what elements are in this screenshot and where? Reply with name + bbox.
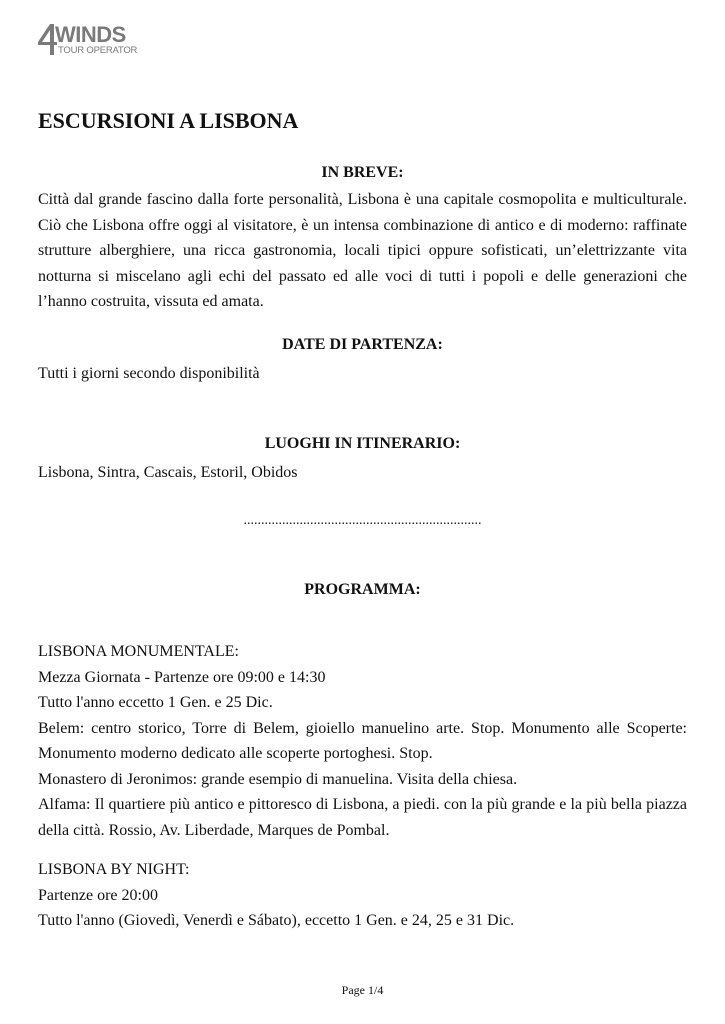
- lisbona-monumentale-belem: Belem: centro storico, Torre di Belem, gioiello manuelino arte. Stop. Monumento alle Scoperte: Monumento moderno dedicato alle scoperte portoghesi. Stop.: [38, 719, 687, 762]
- logo-tagline: TOUR OPERATOR: [58, 45, 138, 56]
- date-partenza-heading: DATE DI PARTENZA:: [282, 336, 443, 353]
- in-breve-text: Città dal grande fascino dalla forte personalità, Lisbona è una capitale cosmopolita e multiculturale. Ciò che Lisbona offre oggi al visitatore, è un intensa combinazione di antico e di moderno: raffinate strutture alberghiere, una ricca gastronomia, locali tipici oppure sofisticati, un’elettrizzante vita notturna si miscelano agli echi del passato ed alle voci di tutti i popoli e delle generazioni che l’hanno costruita, vissuta ed amata.: [38, 191, 687, 310]
- logo-brand-text: WINDS: [55, 22, 126, 47]
- dotted-separator: ....................................................................: [243, 513, 482, 528]
- in-breve-heading: IN BREVE:: [321, 164, 404, 181]
- page-number: Page 1/4: [341, 983, 384, 997]
- page-title: ESCURSIONI A LISBONA: [38, 108, 299, 133]
- lisbona-monumentale-block: [38, 639, 687, 843]
- lisbona-monumentale-availability: Tutto l'anno eccetto 1 Gen. e 25 Dic.: [38, 694, 273, 711]
- luoghi-text: Lisbona, Sintra, Cascais, Estoril, Obidos: [38, 464, 298, 481]
- lisbona-monumentale-alfama: Alfama: Il quartiere più antico e pittoresco di Lisbona, a piedi. con la più grande e la più bella piazza della città. Rossio, Av. Liberdade, Marques de Pombal.: [38, 796, 687, 839]
- lisbona-monumentale-jeronimos: Monastero di Jeronimos: grande esempio di manuelina. Visita della chiesa.: [38, 770, 518, 788]
- programma-heading: PROGRAMMA:: [304, 581, 421, 598]
- brand-logo: [36, 22, 146, 58]
- lisbona-by-night-title: LISBONA BY NIGHT:: [38, 861, 190, 878]
- lisbona-monumentale-schedule: Mezza Giornata - Partenze ore 09:00 e 14:30: [38, 668, 326, 686]
- lisbona-by-night-schedule: Partenze ore 20:00: [38, 886, 158, 904]
- lisbona-by-night-block: [38, 857, 687, 934]
- lisbona-by-night-availability: Tutto l'anno (Giovedì, Venerdì e Sábato), eccetto 1 Gen. e 24, 25 e 31 Dic.: [38, 912, 515, 929]
- date-partenza-text: Tutti i giorni secondo disponibilità: [38, 365, 260, 382]
- lisbona-monumentale-title: LISBONA MONUMENTALE:: [38, 643, 239, 660]
- luoghi-heading: LUOGHI IN ITINERARIO:: [264, 435, 461, 452]
